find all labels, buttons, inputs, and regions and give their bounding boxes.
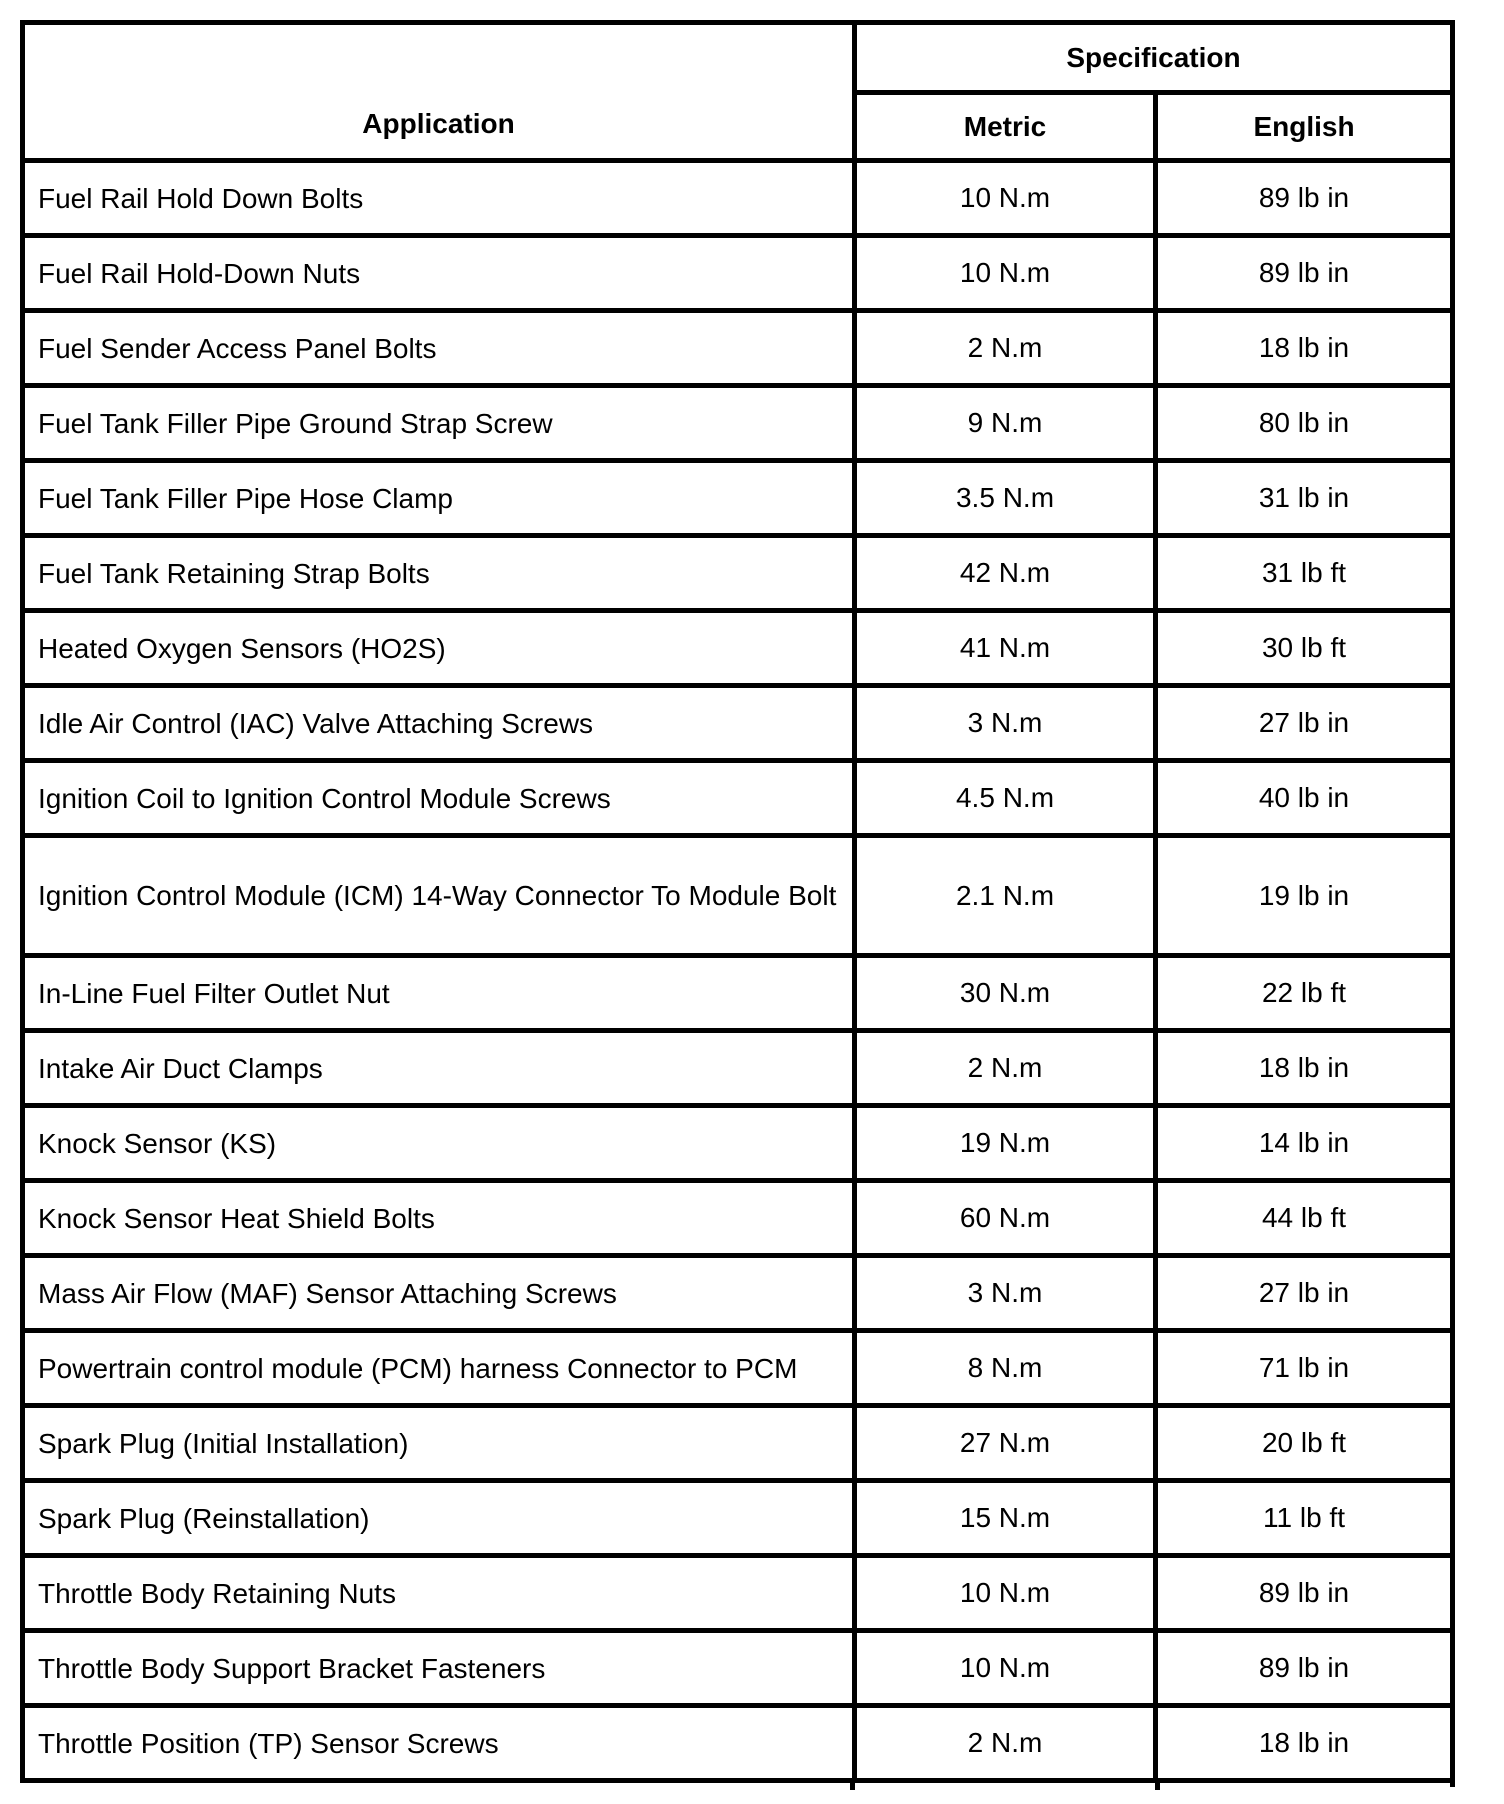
table-row	[25, 1033, 1450, 1108]
application-cell: Throttle Position (TP) Sensor Screws	[25, 1708, 857, 1778]
application-cell: Heated Oxygen Sensors (HO2S)	[25, 613, 857, 683]
table-row	[25, 388, 1450, 463]
specification-subheaders	[857, 95, 1450, 158]
application-cell: Fuel Rail Hold-Down Nuts	[25, 238, 857, 308]
torque-spec-table	[20, 20, 1455, 1783]
table-row	[25, 1558, 1450, 1633]
application-cell: Knock Sensor (KS)	[25, 1108, 857, 1178]
table-row	[25, 1258, 1450, 1333]
english-cell: 40 lb in	[1258, 782, 1350, 813]
metric-cell: 30 N.m	[857, 958, 1158, 1028]
application-cell: Knock Sensor Heat Shield Bolts	[25, 1183, 857, 1253]
table-row	[25, 1333, 1450, 1408]
table-row	[25, 613, 1450, 688]
application-cell: Ignition Control Module (ICM) 14-Way Connector To Module Bolt	[25, 838, 857, 953]
table-row	[25, 1483, 1450, 1558]
metric-cell: 15 N.m	[857, 1483, 1158, 1553]
application-cell: In-Line Fuel Filter Outlet Nut	[25, 958, 857, 1028]
specification-header-block	[857, 25, 1450, 158]
cropped-gridline-stub	[1450, 1783, 1455, 1787]
english-cell: 18 lb in	[1258, 332, 1350, 363]
table-row	[25, 538, 1450, 613]
table-row	[25, 1708, 1450, 1778]
english-cell: 89 lb in	[1258, 257, 1350, 288]
english-cell: 22 lb ft	[1261, 977, 1347, 1008]
metric-cell: 3 N.m	[857, 1258, 1158, 1328]
table-row	[25, 688, 1450, 763]
table-row	[25, 1408, 1450, 1483]
metric-cell: 10 N.m	[857, 163, 1158, 233]
application-cell: Mass Air Flow (MAF) Sensor Attaching Screws	[25, 1258, 857, 1328]
english-cell: 30 lb ft	[1261, 632, 1347, 663]
english-cell: 14 lb in	[1258, 1127, 1350, 1158]
metric-cell: 2 N.m	[857, 1033, 1158, 1103]
application-cell: Intake Air Duct Clamps	[25, 1033, 857, 1103]
metric-cell: 19 N.m	[857, 1108, 1158, 1178]
metric-column-header: Metric	[857, 95, 1158, 158]
metric-cell: 10 N.m	[857, 1633, 1158, 1703]
metric-cell: 3 N.m	[857, 688, 1158, 758]
metric-cell: 3.5 N.m	[857, 463, 1158, 533]
application-cell: Idle Air Control (IAC) Valve Attaching Screws	[25, 688, 857, 758]
application-cell: Ignition Coil to Ignition Control Module Screws	[25, 763, 857, 833]
metric-cell: 10 N.m	[857, 1558, 1158, 1628]
table-row	[25, 763, 1450, 838]
english-cell: 20 lb ft	[1261, 1427, 1347, 1458]
metric-cell: 2 N.m	[857, 1708, 1158, 1778]
application-cell: Spark Plug (Reinstallation)	[25, 1483, 857, 1553]
table-row	[25, 163, 1450, 238]
english-cell: 19 lb in	[1258, 879, 1350, 911]
metric-cell: 10 N.m	[857, 238, 1158, 308]
cropped-gridline-stub	[850, 1783, 855, 1790]
application-cell: Throttle Body Support Bracket Fasteners	[25, 1633, 857, 1703]
application-cell: Fuel Rail Hold Down Bolts	[25, 163, 857, 233]
metric-cell: 27 N.m	[857, 1408, 1158, 1478]
english-cell: 80 lb in	[1258, 407, 1350, 438]
metric-cell: 8 N.m	[857, 1333, 1158, 1403]
table-row	[25, 1633, 1450, 1708]
application-cell: Fuel Tank Filler Pipe Ground Strap Screw	[25, 388, 857, 458]
application-column-header: Application	[25, 25, 857, 158]
application-cell: Powertrain control module (PCM) harness Connector to PCM	[25, 1333, 857, 1403]
application-cell: Throttle Body Retaining Nuts	[25, 1558, 857, 1628]
english-cell: 27 lb in	[1258, 707, 1350, 738]
metric-cell: 41 N.m	[857, 613, 1158, 683]
metric-cell: 42 N.m	[857, 538, 1158, 608]
table-header	[25, 25, 1450, 163]
metric-cell: 9 N.m	[857, 388, 1158, 458]
application-cell: Spark Plug (Initial Installation)	[25, 1408, 857, 1478]
english-column-header: English	[1253, 110, 1355, 142]
english-cell: 89 lb in	[1258, 182, 1350, 213]
english-cell: 31 lb in	[1258, 482, 1350, 513]
table-row	[25, 958, 1450, 1033]
english-cell: 11 lb ft	[1263, 1502, 1345, 1533]
metric-cell: 60 N.m	[857, 1183, 1158, 1253]
table-row	[25, 238, 1450, 313]
english-cell: 18 lb in	[1258, 1052, 1350, 1083]
english-cell: 31 lb ft	[1261, 557, 1347, 588]
table-row	[25, 1183, 1450, 1258]
english-cell: 44 lb ft	[1261, 1202, 1347, 1233]
cropped-gridline-stub	[1155, 1783, 1160, 1790]
metric-cell: 2 N.m	[857, 313, 1158, 383]
application-cell: Fuel Tank Retaining Strap Bolts	[25, 538, 857, 608]
english-cell: 71 lb in	[1258, 1352, 1350, 1383]
metric-cell: 4.5 N.m	[857, 763, 1158, 833]
table-row	[25, 1108, 1450, 1183]
english-cell: 89 lb in	[1258, 1577, 1350, 1608]
english-cell: 89 lb in	[1258, 1652, 1350, 1683]
table-row	[25, 313, 1450, 388]
metric-cell: 2.1 N.m	[857, 838, 1158, 953]
specification-column-group-header: Specification	[857, 25, 1450, 95]
application-cell: Fuel Sender Access Panel Bolts	[25, 313, 857, 383]
english-cell: 18 lb in	[1258, 1727, 1350, 1758]
table-row	[25, 838, 1450, 958]
table-row	[25, 463, 1450, 538]
english-cell: 27 lb in	[1258, 1277, 1350, 1308]
application-cell: Fuel Tank Filler Pipe Hose Clamp	[25, 463, 857, 533]
